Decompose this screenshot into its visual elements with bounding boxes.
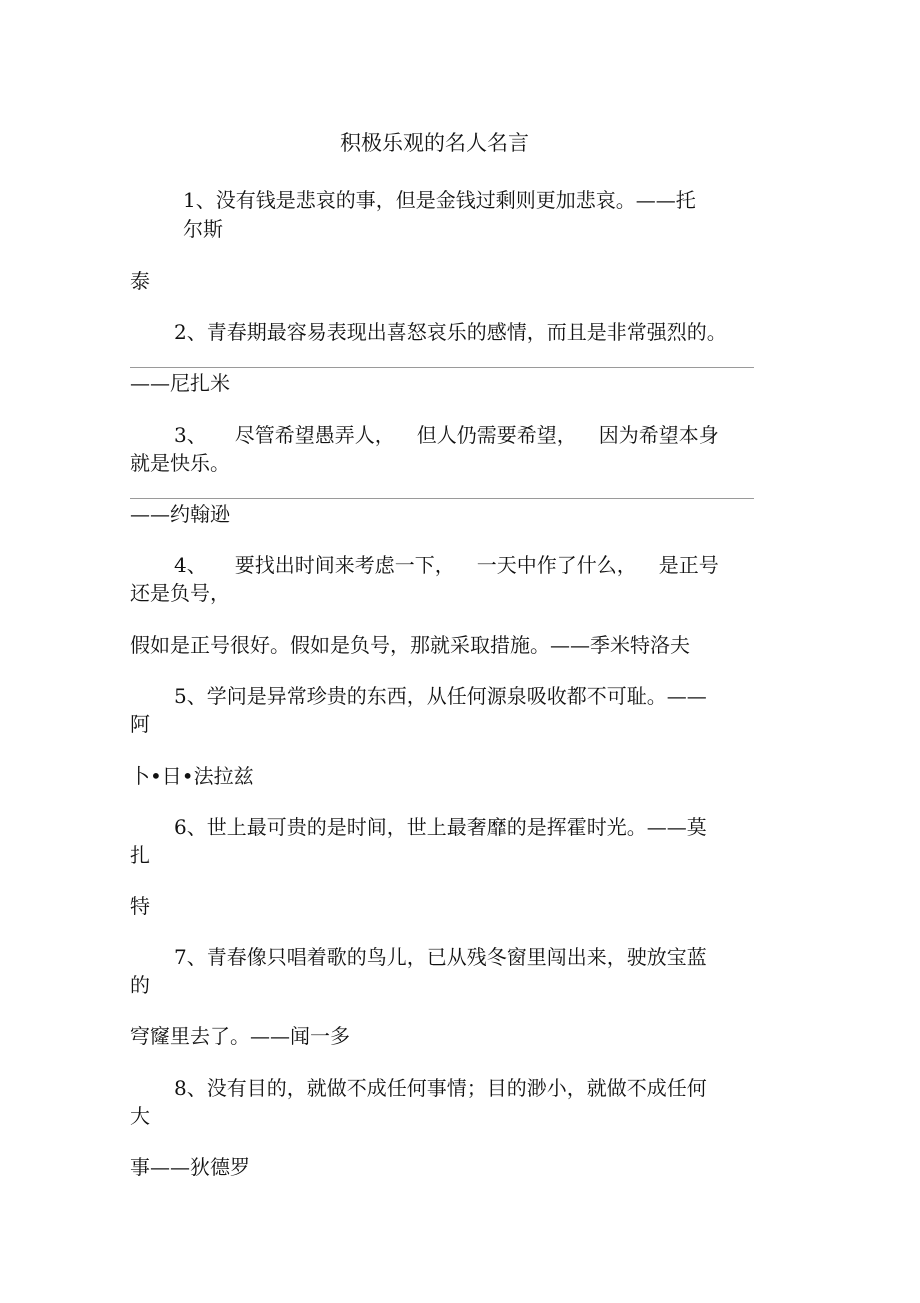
quote-7-line-3: 穹窿里去了。——闻一多 xyxy=(130,1024,350,1048)
quote-1-line-3: 泰 xyxy=(130,269,150,293)
quote-3-author: ——约翰逊 xyxy=(130,502,230,526)
quote-7-line-2: 的 xyxy=(130,973,150,997)
quote-3-part-2: 但人仍需要希望， xyxy=(416,423,577,447)
quote-2-line-1: 2、青春期最容易表现出喜怒哀乐的感情，而且是非常强烈的。 xyxy=(174,320,727,344)
quote-4-part-1: 要找出时间来考虑一下， xyxy=(234,553,455,577)
quote-4-line-3: 假如是正号很好。假如是负号，那就采取措施。——季米特洛夫 xyxy=(130,633,690,657)
quote-5-line-3: 卜•日•法拉兹 xyxy=(130,764,254,788)
divider-rule xyxy=(130,367,754,368)
quote-3-line-1 xyxy=(174,422,719,448)
quote-1-line-2: 尔斯 xyxy=(183,217,223,241)
quote-6-line-1: 6、世上最可贵的是时间，世上最奢靡的是挥霍时光。——莫 xyxy=(174,815,707,839)
quote-4-number: 4、 xyxy=(174,553,207,577)
quote-3-line-2: 就是快乐。 xyxy=(130,451,230,475)
quote-4-line-1 xyxy=(174,552,719,578)
quote-5-line-1: 5、学问是异常珍贵的东西，从任何源泉吸收都不可耻。—— xyxy=(174,684,707,708)
quote-3-part-1: 尽管希望愚弄人， xyxy=(234,423,395,447)
quote-4-line-2: 还是负号， xyxy=(130,581,230,605)
quote-5-line-2: 阿 xyxy=(130,712,150,736)
quote-2-author: ——尼扎米 xyxy=(130,371,230,395)
quote-7-line-1: 7、青春像只唱着歌的鸟儿，已从残冬窗里闯出来，驶放宝蓝 xyxy=(174,945,707,969)
quote-6-line-2: 扎 xyxy=(130,843,150,867)
quote-3-part-3: 因为希望本身 xyxy=(598,423,719,447)
divider-rule xyxy=(130,498,754,499)
quote-8-line-2: 大 xyxy=(130,1104,150,1128)
quote-8-line-1: 8、没有目的，就做不成任何事情；目的渺小，就做不成任何 xyxy=(174,1076,707,1100)
quote-1-line-1: 1、没有钱是悲哀的事，但是金钱过剩则更加悲哀。——托 xyxy=(183,188,696,212)
quote-8-line-3: 事——狄德罗 xyxy=(130,1155,250,1179)
page-title: 积极乐观的名人名言 xyxy=(340,131,529,155)
quote-4-part-3: 是正号 xyxy=(658,553,719,577)
quote-4-part-2: 一天中作了什么， xyxy=(476,553,637,577)
quote-6-line-3: 特 xyxy=(130,894,150,918)
quote-3-number: 3、 xyxy=(174,423,207,447)
